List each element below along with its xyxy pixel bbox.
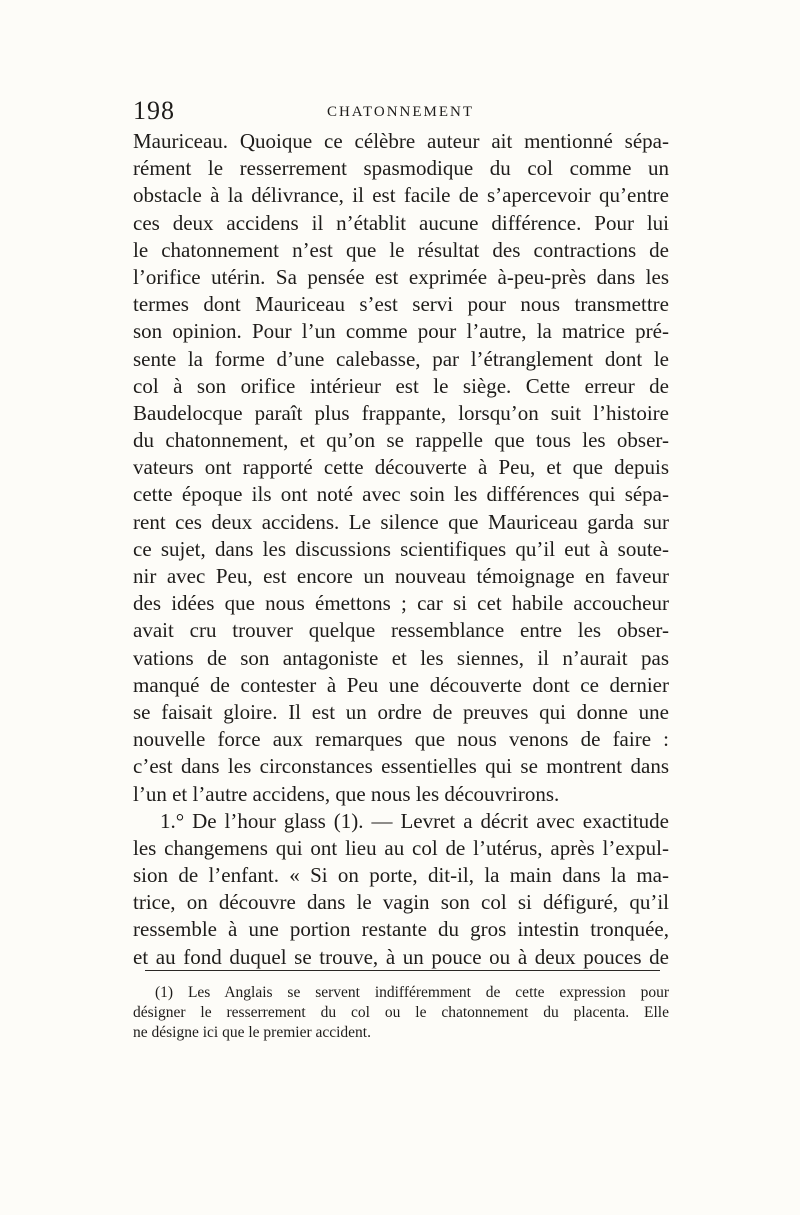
text-line: avait cru trouver quelque ressemblance entre les obser- [133,618,669,643]
text-line: nouvelle force aux remarques que nous venons de faire : [133,727,669,752]
text-line: rent ces deux accidens. Le silence que Mauriceau garda sur [133,509,669,534]
text-line: Baudelocque paraît plus frappante, lorsqu’on suit l’histoire [133,400,669,425]
page-number: 198 [133,96,175,125]
text-line: des idées que nous émettons ; car si cet habile accoucheur [133,591,669,616]
text-line: vations de son antagoniste et les siennes, il n’aurait pas [133,645,669,670]
page-header [133,96,668,126]
text-line: l’un et l’autre accidens, que nous les découvrirons. [133,781,560,806]
text-line: le chatonnement n’est que le résultat des contractions de [133,237,669,262]
footnote-line: ne désigne ici que le premier accident. [133,1024,371,1041]
text-line: ces deux accidens il n’établit aucune différence. Pour lui [133,210,669,235]
text-line: nir avec Peu, est encore un nouveau témoignage en faveur [133,564,669,588]
text-line: trice, on découvre dans le vagin son col si défiguré, qu’il [133,890,669,915]
footnote [133,983,669,1043]
text-line: rément le resserrement spasmodique du col comme un [133,156,669,181]
text-line: se faisait gloire. Il est un ordre de preuves qui donne une [133,699,669,724]
running-head: CHATONNEMENT [326,104,475,120]
text-line: les changemens qui ont lieu au col de l’utérus, après l’expul- [133,835,669,860]
text-line: vateurs ont rapporté cette découverte à Peu, et que depuis [133,455,669,480]
text-line: manqué de contester à Peu une découverte dont ce dernier [133,672,669,697]
text-line: du chatonnement, et qu’on se rappelle que tous les obser- [133,428,669,453]
text-line: sente la forme d’une calebasse, par l’étranglement dont le [133,346,669,371]
text-line: c’est dans les circonstances essentielles qui se montrent dans [133,754,669,779]
section-heading-line: 1.° De l’hour glass (1). — Levret a décrit avec exactitude [160,808,669,833]
text-line: obstacle à la délivrance, il est facile de s’apercevoir qu’entre [133,183,669,208]
text-line: et au fond duquel se trouve, à un pouce ou à deux pouces de [133,944,669,969]
text-line: termes dont Mauriceau s’est servi pour nous transmettre [133,292,669,317]
text-line: col à son orifice intérieur est le siège. Cette erreur de [133,373,669,398]
text-line: l’orifice utérin. Sa pensée est exprimée à-peu-près dans les [133,264,669,289]
text-line: ce sujet, dans les discussions scientifiques qu’il eut à soute- [133,536,669,561]
footnote-line: (1) Les Anglais se servent indifféremment de cette expression pour [155,984,669,1001]
footnote-rule [145,970,660,971]
body-text [133,128,669,971]
text-line: son opinion. Pour l’un comme pour l’autre, la matrice pré- [133,319,669,344]
text-line: cette époque ils ont noté avec soin les différences qui sépa- [133,482,669,507]
footnote-line: désigner le resserrement du col ou le chatonnement du placenta. Elle [133,1004,669,1021]
text-line: Mauriceau. Quoique ce célèbre auteur ait mentionné sépa- [133,129,669,153]
text-line: ressemble à une portion restante du gros intestin tronquée, [133,917,669,942]
text-line: sion de l’enfant. « Si on porte, dit-il, la main dans la ma- [133,863,669,888]
